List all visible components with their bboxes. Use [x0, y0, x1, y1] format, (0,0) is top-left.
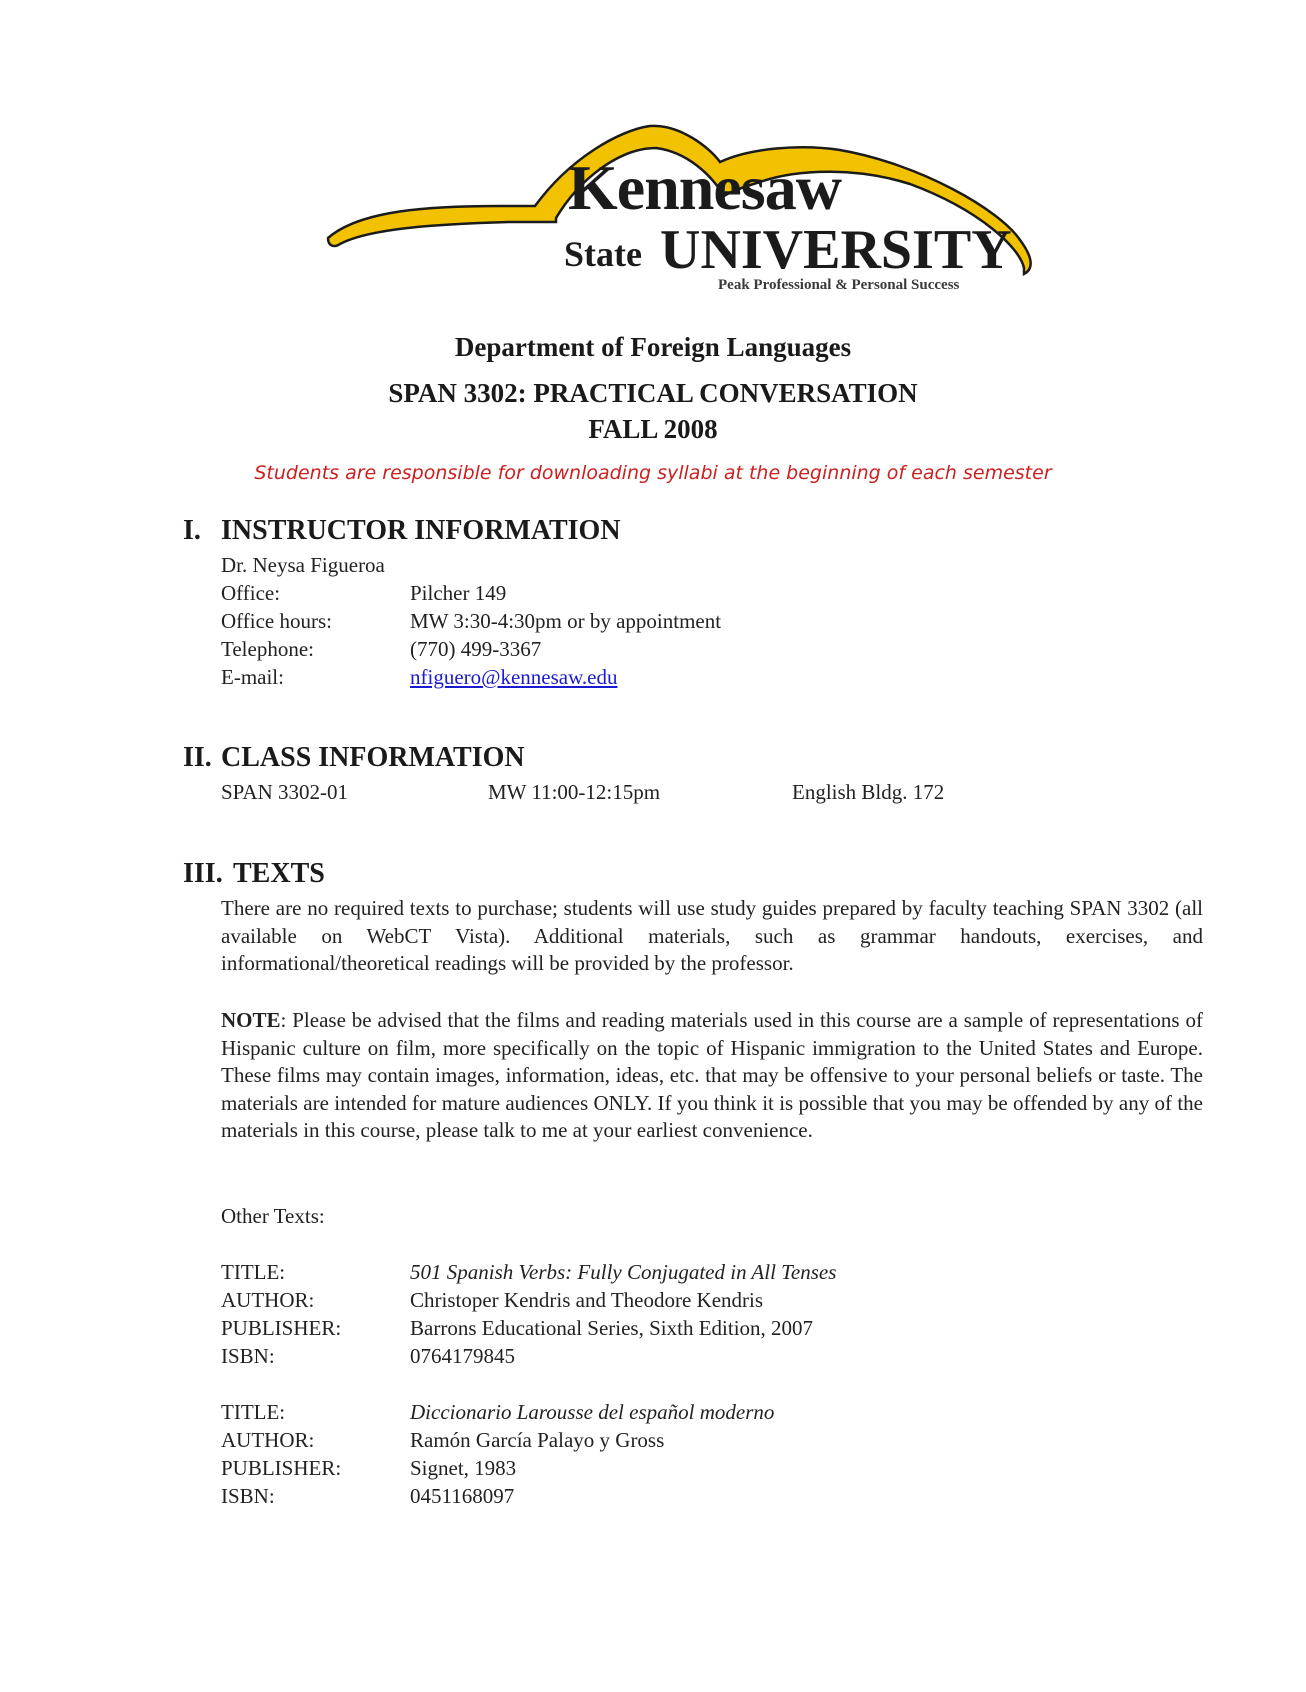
book1-isbn-label: ISBN:: [221, 1344, 275, 1368]
university-logo: [320, 118, 1080, 308]
logo-state-text: State: [564, 234, 642, 274]
note-paragraph: [221, 1007, 1203, 1145]
department-title: Department of Foreign Languages: [454, 332, 852, 362]
instructor-name: Dr. Neysa Figueroa: [221, 553, 385, 577]
texts-paragraph: There are no required texts to purchase; students will use study guides prepared by faculty teaching SPAN 3302 (all available on WebCT Vista). Additional materials, such as grammar handouts, exercises, and informational/theoretical readings will be provided by the professor.: [221, 896, 1203, 975]
book1-author-label: AUTHOR:: [221, 1288, 315, 1312]
section-title: INSTRUCTOR INFORMATION: [221, 515, 621, 546]
section-heading-class: [183, 742, 525, 774]
section-number: III.: [183, 858, 223, 889]
book2-isbn-label: ISBN:: [221, 1484, 275, 1508]
email-label: E-mail:: [221, 665, 284, 689]
office-value: Pilcher 149: [410, 581, 507, 605]
book1-isbn: 0764179845: [410, 1344, 515, 1368]
email-link[interactable]: nfiguero@kennesaw.edu: [410, 665, 618, 689]
book2-publisher-label: PUBLISHER:: [221, 1456, 342, 1480]
book2-isbn: 0451168097: [410, 1484, 515, 1508]
book2-title: Diccionario Larousse del español moderno: [410, 1400, 775, 1424]
office-hours-label: Office hours:: [221, 609, 332, 633]
telephone-value: (770) 499-3367: [410, 637, 542, 661]
book2-publisher: Signet, 1983: [410, 1456, 517, 1480]
term-title: FALL 2008: [588, 414, 718, 444]
logo-university-text: UNIVERSITY: [660, 219, 1012, 281]
note-text: : Please be advised that the films and reading materials used in this course are a sample of representations of Hispanic culture on film, more specifically on the topic of Hispanic immigration to the United States and Europe. These films may contain images, information, ideas, etc. that may be offensive to your personal beliefs or taste. The materials are intended for mature audiences ONLY. If you think it is possible that you may be offended by any of the materials in this course, please talk to me at your earliest convenience.: [221, 1008, 1203, 1142]
book1-title: 501 Spanish Verbs: Fully Conjugated in All Tenses: [410, 1260, 837, 1284]
section-heading-instructor: [183, 515, 621, 547]
section-number: II.: [183, 742, 212, 773]
book2-title-label: TITLE:: [221, 1400, 286, 1424]
book1-author: Christoper Kendris and Theodore Kendris: [410, 1288, 764, 1312]
download-notice: Students are responsible for downloading syllabi at the beginning of each semester: [254, 462, 1052, 484]
class-location: English Bldg. 172: [792, 780, 945, 804]
logo-kennesaw-text: Kennesaw: [568, 152, 841, 223]
note-label: NOTE: [221, 1008, 281, 1032]
book1-publisher-label: PUBLISHER:: [221, 1316, 342, 1340]
class-section: SPAN 3302-01: [221, 780, 349, 804]
section-title: CLASS INFORMATION: [221, 742, 525, 773]
course-title: SPAN 3302: PRACTICAL CONVERSATION: [388, 378, 918, 408]
class-time: MW 11:00-12:15pm: [488, 780, 661, 804]
telephone-label: Telephone:: [221, 637, 314, 661]
section-number: I.: [183, 515, 201, 546]
office-hours-value: MW 3:30-4:30pm or by appointment: [410, 609, 722, 633]
logo-tagline: Peak Professional & Personal Success: [718, 277, 960, 293]
section-heading-texts: [183, 858, 325, 890]
other-texts-label: Other Texts:: [221, 1204, 325, 1228]
book1-title-label: TITLE:: [221, 1260, 286, 1284]
section-title: TEXTS: [233, 858, 325, 889]
book1-publisher: Barrons Educational Series, Sixth Edition, 2007: [410, 1316, 814, 1340]
book2-author: Ramón García Palayo y Gross: [410, 1428, 665, 1452]
book2-author-label: AUTHOR:: [221, 1428, 315, 1452]
office-label: Office:: [221, 581, 281, 605]
